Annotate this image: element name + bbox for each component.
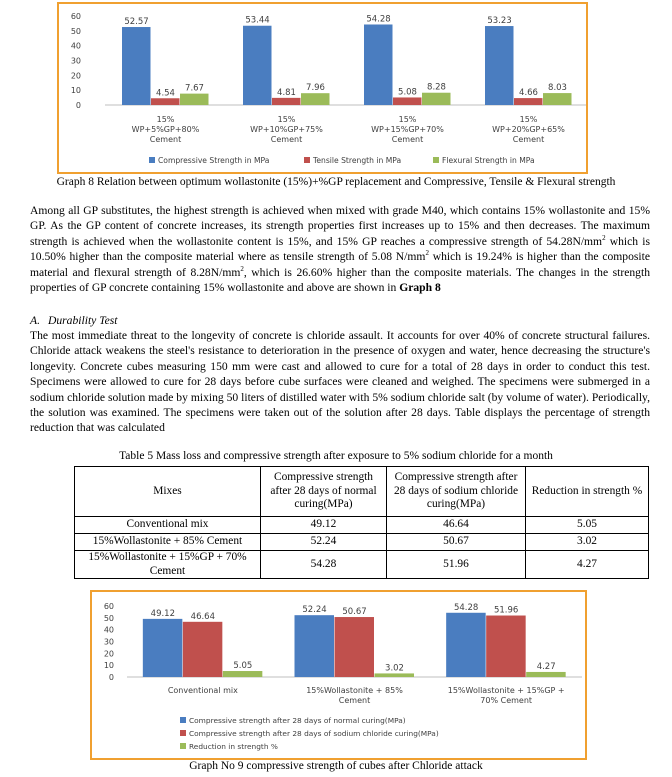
bar [526,672,566,677]
legend-swatch [149,157,155,163]
bar [223,671,262,677]
y-tick-label: 50 [70,26,81,36]
data-label: 3.02 [385,663,404,674]
legend-swatch [180,730,186,736]
data-label: 4.66 [519,88,538,99]
y-tick-label: 10 [103,661,114,671]
data-label: 46.64 [190,611,216,622]
bar [486,616,525,677]
y-tick-label: 40 [70,41,81,51]
data-label: 52.24 [302,605,327,616]
legend-label: Compressive strength after 28 days of normal curing(MPa) [189,716,406,725]
bar [335,617,375,677]
y-tick-label: 40 [103,625,114,635]
graph-8-reference: Graph 8 [399,281,441,295]
legend-swatch [304,157,310,163]
table-cell: 4.27 [526,551,649,579]
data-label: 5.05 [233,661,253,672]
bar [122,27,151,105]
table-header-cell: Reduction in strength % [526,467,649,517]
legend-label: Compressive Strength in MPa [158,156,270,165]
data-label: 50.67 [342,607,367,618]
paragraph-durability: The most immediate threat to the longevity of concrete is chloride assault. It accounts for over 40% of concrete structural failures. Chloride attack weakens the steel's resistance to deterioration in the presence of oxygen and water, hence decreasing the structure's longevity. Concrete cubes measuring 150 mm were cast and allowed to cure for a total of 28 days in order to conduct this test. Specimens were allowed to cure for 28 days before cube surfaces were cleaned and weighed. The specimens were submerged in a sodium chloride solution made by mixing 50 liters of distilled water with 5% sodium chloride salt (by volume of water). Periodically, the solution was examined. The specimens were taken out of the solution after 28 days. Table displays the percentage of strength reduction that was calculated [30,329,650,435]
data-label: 8.03 [548,83,567,94]
table-header-row [75,467,649,517]
category-label: Cement [512,135,545,144]
bar [143,619,183,677]
legend-label: Compressive strength after 28 days of sodium chloride curing(MPa) [189,729,439,738]
category-label: 15% [398,115,417,124]
category-label: WP+10%GP+75% [250,125,323,134]
superscript-2: 2 [425,249,429,258]
category-label: Cement [338,696,371,705]
table-cell: 46.64 [387,517,526,534]
legend-label: Tensile Strength in MPa [313,156,402,165]
graph-9-svg [92,592,585,758]
bar [295,615,335,677]
paragraph-gp-strength [30,203,650,295]
category-label: 15% [277,115,296,124]
legend-label: Flexural Strength in MPa [442,156,535,165]
y-tick-label: 0 [108,673,114,682]
category-label: 15% [519,115,538,124]
bar [151,98,180,105]
legend-label: Reduction in strength % [189,742,278,751]
data-label: 53.44 [245,15,270,26]
y-tick-label: 60 [103,602,114,611]
bar [514,98,543,105]
y-tick-label: 20 [70,71,81,81]
para1-part-c: which is 19.24% is higher than the composite material and flexural strength of 8.28N/mm [30,250,650,279]
data-label: 53.23 [487,16,512,27]
bar [422,93,451,105]
table-5-caption: Table 5 Mass loss and compressive strength after exposure to 5% sodium chloride for a month [119,450,553,462]
data-label: 54.28 [366,14,391,25]
data-label: 7.67 [185,83,204,94]
category-label: WP+20%GP+65% [492,125,565,134]
table-cell: 15%Wollastonite + 85% Cement [75,534,261,551]
graph-9-caption: Graph No 9 compressive strength of cubes after Chloride attack [189,760,483,772]
para1-part-d: , which is 26.60% higher than the composite materials. The changes in the strength properties of GP concrete containing 15% wollastonite and above are shown in [30,265,650,295]
data-label: 5.08 [398,87,417,98]
bar [301,93,330,105]
category-label: 15% [156,115,175,124]
table-5 [74,466,649,579]
category-label: Cement [149,135,182,144]
category-label: 70% Cement [480,696,533,705]
y-tick-label: 0 [75,101,81,110]
table-cell: 50.67 [387,534,526,551]
bar [272,98,301,105]
graph-9-chart [90,590,587,760]
table-cell: 15%Wollastonite + 15%GP + 70% Cement [75,551,261,579]
category-label: WP+5%GP+80% [131,125,200,134]
data-label: 54.28 [453,602,479,613]
table-row [75,517,649,534]
data-label: 4.27 [536,661,556,672]
table-cell: 5.05 [526,517,649,534]
data-label: 7.96 [306,83,325,94]
bar [446,613,486,677]
data-label: 51.96 [493,605,519,616]
category-label: 15%Wollastonite + 85% [306,686,403,695]
bar [364,24,393,105]
bar [180,94,209,105]
table-cell: 52.24 [261,534,387,551]
table-row [75,551,649,579]
category-label: Cement [391,135,424,144]
category-label: Cement [270,135,303,144]
y-tick-label: 20 [103,649,114,659]
table-cell: 3.02 [526,534,649,551]
graph-8-caption: Graph 8 Relation between optimum wollastonite (15%)+%GP replacement and Compressive, Tensile & Flexural strength [56,176,616,188]
table-header-cell: Compressive strength after 28 days of sodium chloride curing(MPa) [387,467,526,517]
data-label: 4.81 [277,87,296,98]
section-letter: A. [30,314,40,327]
y-tick-label: 30 [103,637,114,647]
table-cell: Conventional mix [75,517,261,534]
table-cell: 51.96 [387,551,526,579]
table-header-cell: Compressive strength after 28 days of normal curing(MPa) [261,467,387,517]
bar [393,97,422,105]
bar [183,622,223,677]
data-label: 4.54 [156,88,175,99]
category-label: Conventional mix [167,686,238,695]
category-label: WP+15%GP+70% [371,125,444,134]
legend-swatch [180,743,186,749]
table-cell: 49.12 [261,517,387,534]
y-tick-label: 50 [103,613,114,623]
category-label: 15%Wollastonite + 15%GP + [447,686,565,695]
y-tick-label: 60 [70,12,81,21]
table-row [75,534,649,551]
data-label: 8.28 [427,82,446,93]
bar [543,93,572,105]
y-tick-label: 10 [70,86,81,96]
y-tick-label: 30 [70,56,81,66]
table-cell: 54.28 [261,551,387,579]
bar [485,26,514,105]
graph-8-chart [57,2,588,174]
legend-swatch [433,157,439,163]
para1-part-a: Among all GP substitutes, the highest strength is achieved when mixed with grade M40, which contains 15% wollastonite and 15% GP. As the GP content of concrete increases, its strength properties first increases up to 15% and then decreases. The maximum strength is achieved when the wollastonite content is 15%, and 15% GP reaches a compressive strength of 54.28N/mm [30,204,650,248]
legend-swatch [180,717,186,723]
section-heading [30,314,117,327]
bar [243,26,272,105]
superscript-2: 2 [602,233,606,242]
data-label: 52.57 [124,17,149,28]
table-header-cell: Mixes [75,467,261,517]
para1-part-b: which is 10.50% higher than the composite material where as tensile strength of 5.08 N/mm [30,234,650,264]
bar [375,673,415,677]
section-title: Durability Test [48,314,118,327]
superscript-2: 2 [240,264,244,273]
graph-8-svg [59,4,586,172]
data-label: 49.12 [150,608,176,619]
